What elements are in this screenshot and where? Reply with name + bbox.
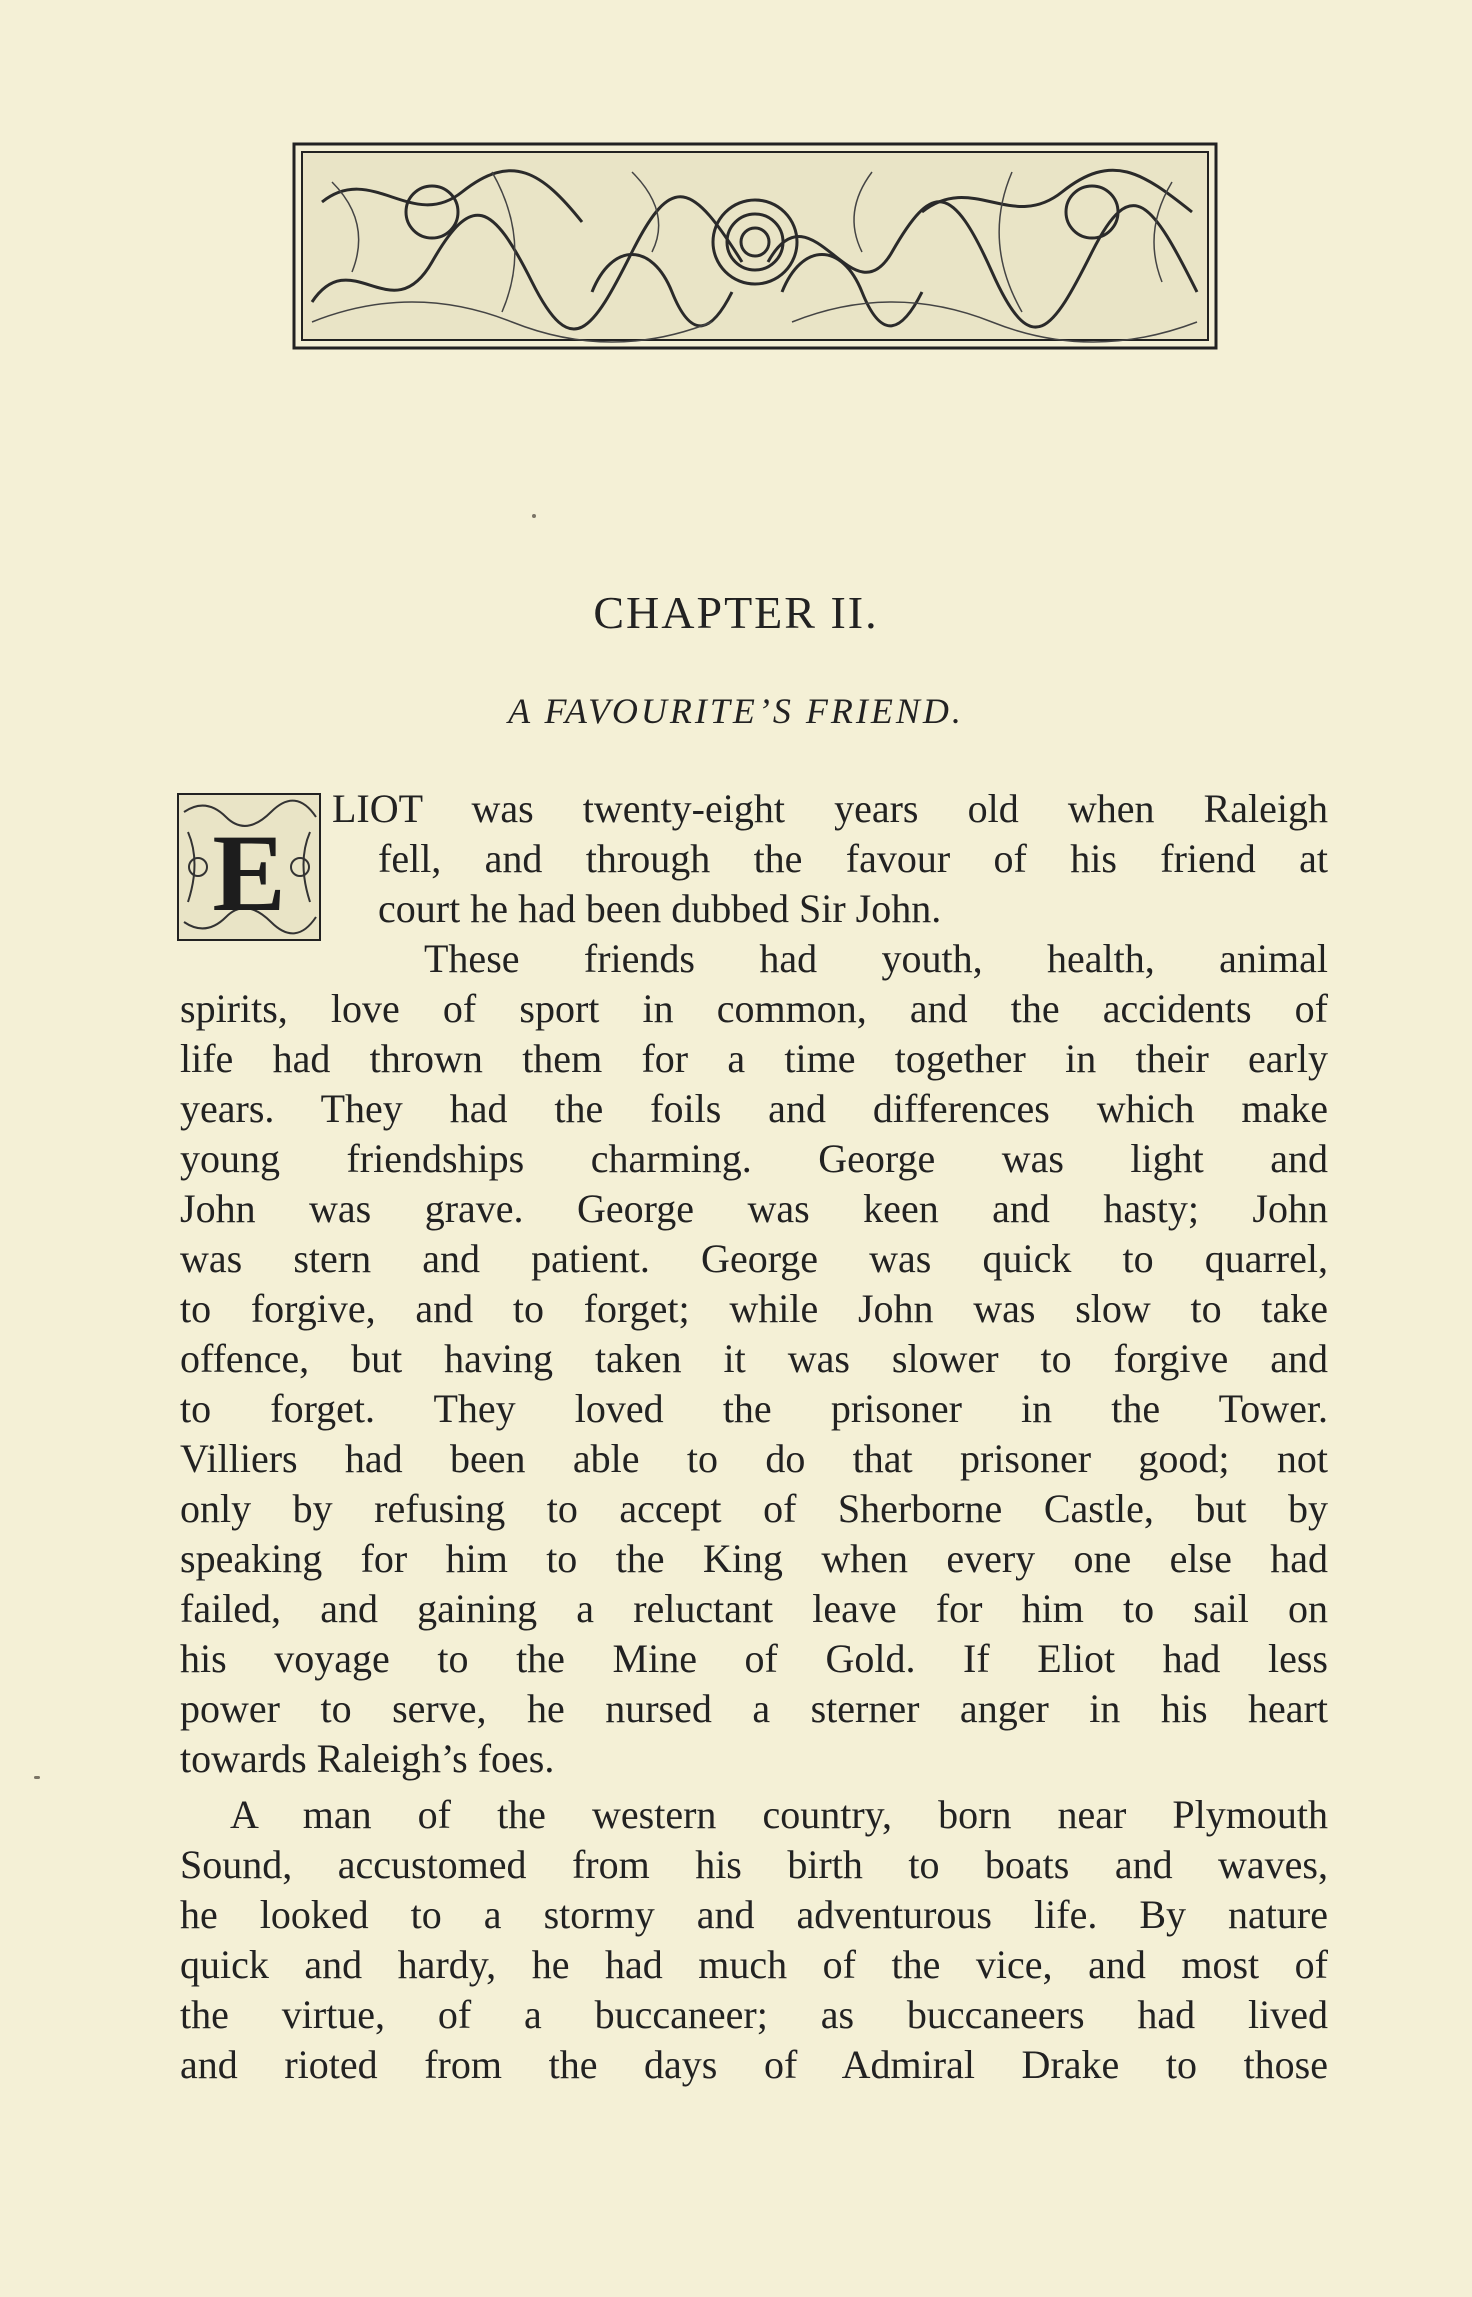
text-line: to forgive, and to forget; while John was slow to take xyxy=(180,1286,1328,1331)
text-line: Sound, accustomed from his birth to boats and waves, xyxy=(180,1842,1328,1887)
text-line: These friends had youth, health, animal xyxy=(424,936,1328,981)
text-line: LIOT was twenty-eight years old when Raleigh xyxy=(332,786,1328,831)
text-line: court he had been dubbed Sir John. xyxy=(378,886,942,931)
text-line: Villiers had been able to do that prisoner good; not xyxy=(180,1436,1328,1481)
text-line: power to serve, he nursed a sterner anger in his heart xyxy=(180,1686,1328,1731)
text-line: young friendships charming. George was light and xyxy=(180,1136,1328,1181)
text-line: failed, and gaining a reluctant leave for him to sail on xyxy=(180,1586,1328,1631)
text-line: to forget. They loved the prisoner in the Tower. xyxy=(180,1386,1328,1431)
drop-cap-ornament xyxy=(176,792,322,942)
text-line: life had thrown them for a time together in their early xyxy=(180,1036,1328,1081)
text-line: fell, and through the favour of his friend at xyxy=(378,836,1328,881)
text-line: quick and hardy, he had much of the vice, and most of xyxy=(180,1942,1328,1987)
print-speck xyxy=(532,514,536,518)
text-line: he looked to a stormy and adventurous life. By nature xyxy=(180,1892,1328,1937)
text-line: towards Raleigh’s foes. xyxy=(180,1736,555,1781)
text-line: was stern and patient. George was quick to quarrel, xyxy=(180,1236,1328,1281)
drop-cap-letter: E xyxy=(212,812,286,934)
text-line: A man of the western country, born near Plymouth xyxy=(230,1792,1328,1837)
print-speck xyxy=(34,1776,40,1779)
text-line: his voyage to the Mine of Gold. If Eliot had less xyxy=(180,1636,1328,1681)
ornamental-headpiece xyxy=(292,142,1218,350)
text-line: only by refusing to accept of Sherborne Castle, but by xyxy=(180,1486,1328,1531)
text-line: spirits, love of sport in common, and the accidents of xyxy=(180,986,1328,1031)
text-line: offence, but having taken it was slower to forgive and xyxy=(180,1336,1328,1381)
text-line: the virtue, of a buccaneer; as buccaneers had lived xyxy=(180,1992,1328,2037)
text-line: and rioted from the days of Admiral Drake to those xyxy=(180,2042,1328,2087)
chapter-title: CHAPTER II. xyxy=(593,587,879,638)
chapter-subtitle: A FAVOURITE’S FRIEND. xyxy=(508,691,964,731)
text-line: years. They had the foils and differences which make xyxy=(180,1086,1328,1131)
text-line: John was grave. George was keen and hasty; John xyxy=(180,1186,1328,1231)
text-line: speaking for him to the King when every one else had xyxy=(180,1536,1328,1581)
